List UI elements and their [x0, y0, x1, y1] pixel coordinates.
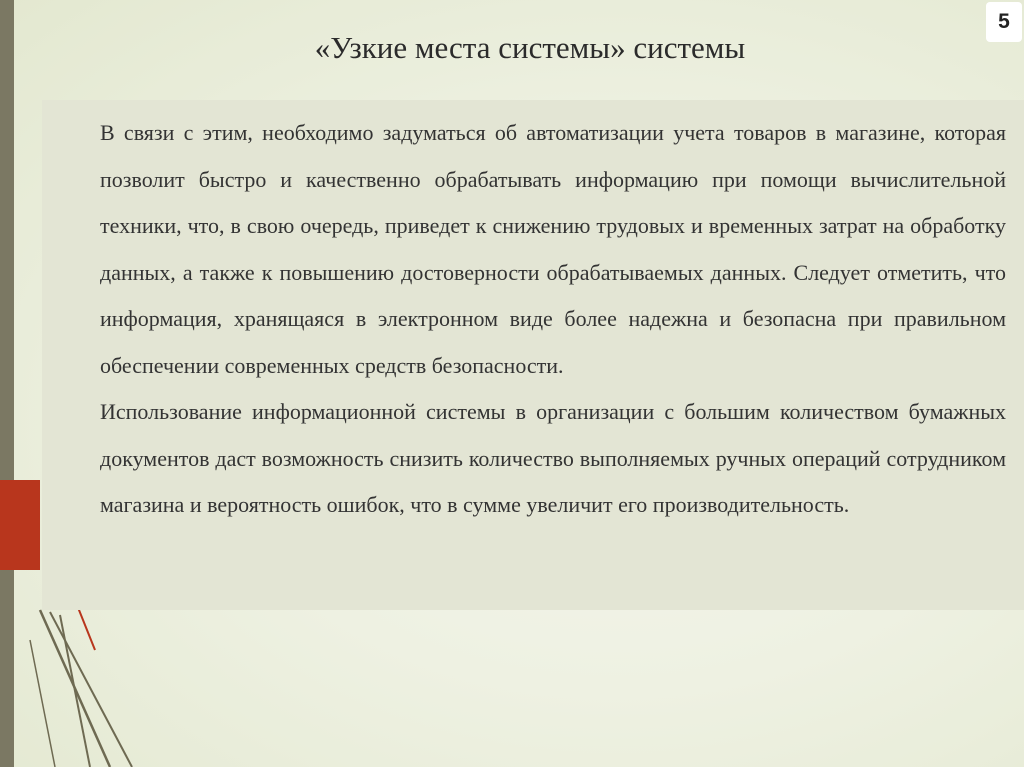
slide-title: «Узкие места системы» системы: [314, 30, 746, 65]
decor-line: [30, 640, 55, 767]
slide-number: 5: [986, 2, 1022, 42]
decor-line: [50, 612, 132, 767]
paragraph: Использование информационной системы в организации с большим количеством бумажных документов даст возможность снизить количество выполняемых ручных операций сотрудником магазина и вероятность ошибок, что в сумме увеличит его производительность.: [100, 399, 1006, 517]
paragraph: В связи с этим, необходимо задуматься об автоматизации учета товаров в магазине, которая позволит быстро и качественно обрабатывать информацию при помощи вычислительной техники, что, в свою очередь, приведет к снижению трудовых и временных затрат на обработку данных, а также к повышению достоверности обрабатываемых данных. Следует отметить, что информация, хранящаяся в электронном виде более надежна и безопасна при правильном обеспечении современных средств безопасности.: [100, 120, 1006, 378]
decor-line: [60, 615, 90, 767]
content-panel: [42, 100, 1024, 610]
